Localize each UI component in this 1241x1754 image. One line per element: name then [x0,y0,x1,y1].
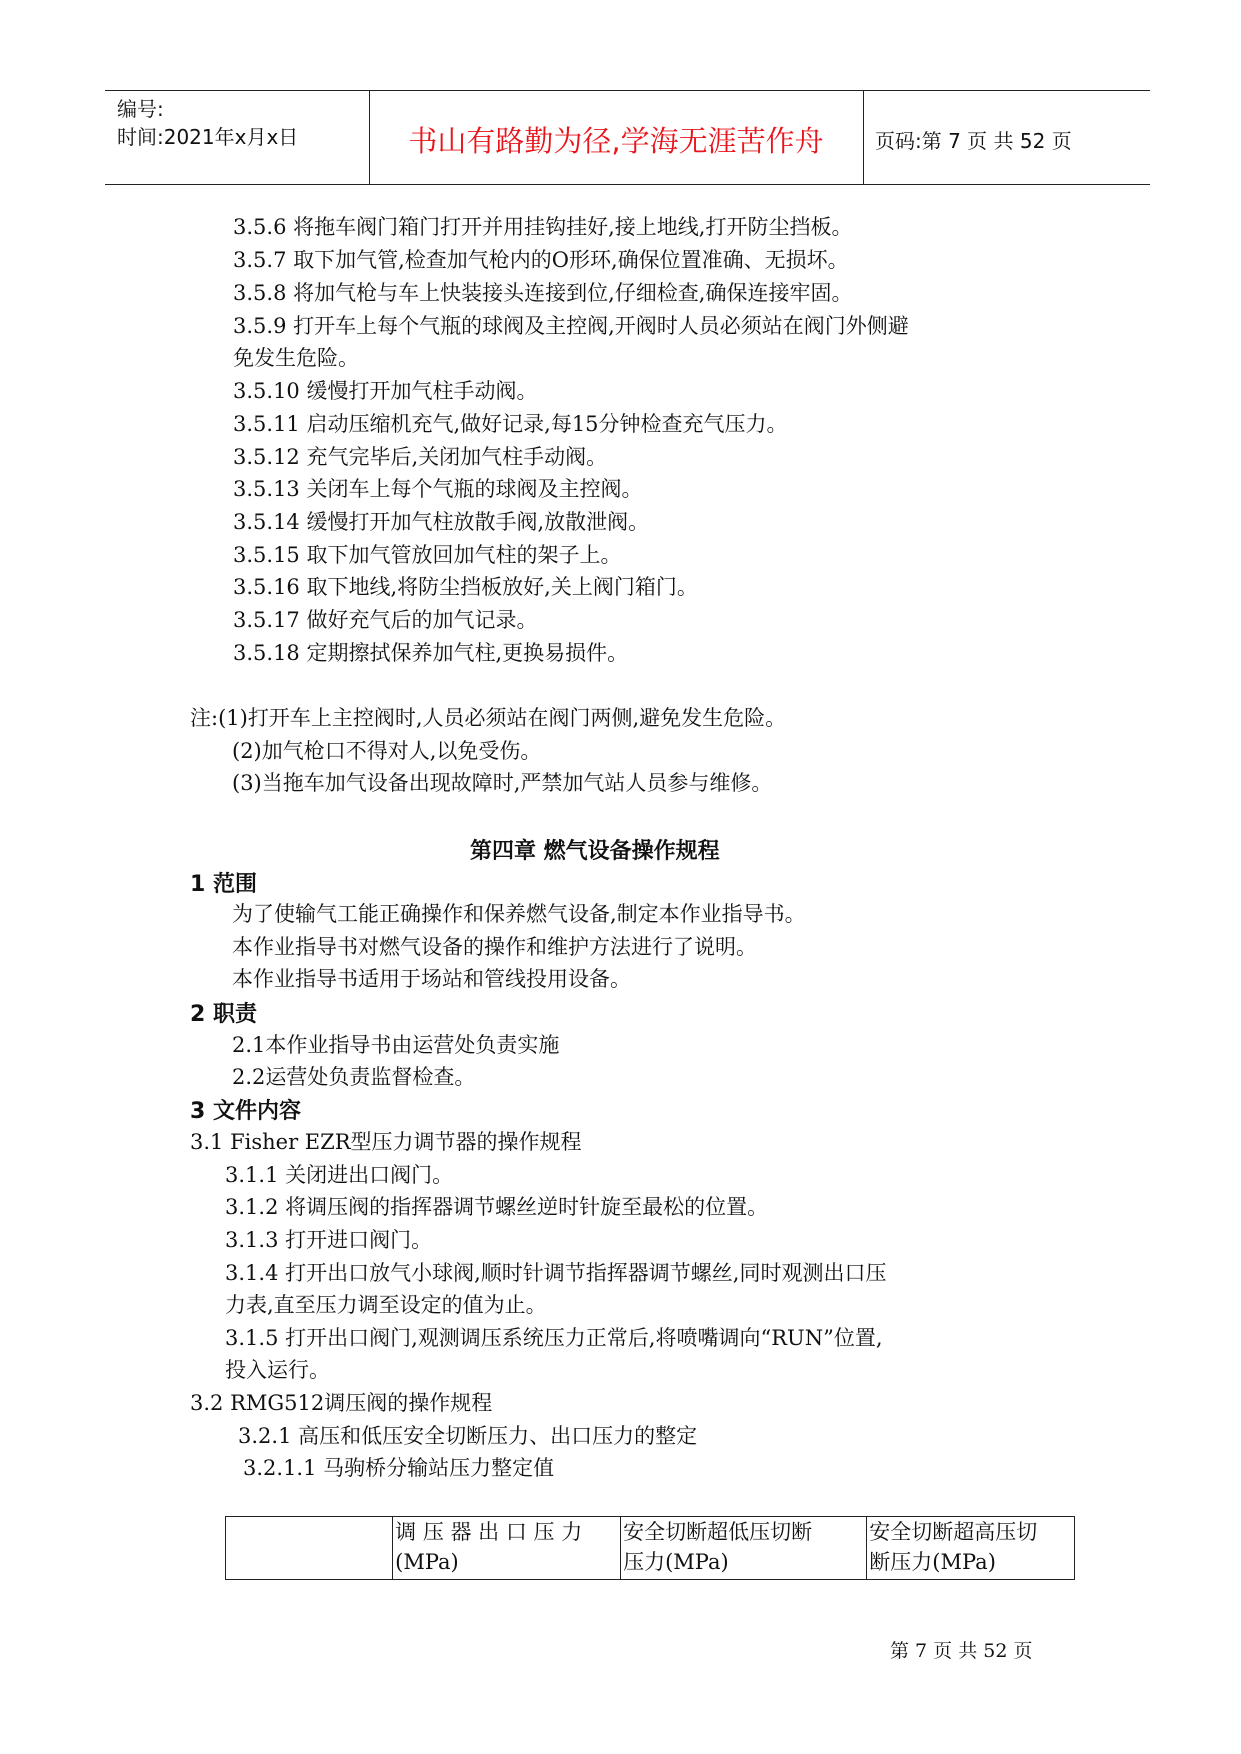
table-header-text: 压力(MPa) [623,1550,729,1574]
note-line: 注:(1)打开车上主控阀时,人员必须站在阀门两侧,避免发生危险。 [190,706,787,730]
step-line: 免发生危险。 [233,346,359,370]
header-page-cell [863,91,1150,184]
paragraph-line: 本作业指导书适用于场站和管线投用设备。 [232,967,631,991]
paragraph-line: 3.1.2 将调压阀的指挥器调节螺丝逆时针旋至最松的位置。 [225,1195,769,1219]
table-header-text: 断压力(MPa) [869,1550,996,1574]
table-header-cell [393,1517,621,1580]
paragraph-line: 3.1 Fisher EZR型压力调节器的操作规程 [190,1130,582,1154]
pressure-settings-table [225,1516,1075,1580]
table-cell-empty [226,1517,393,1580]
table-header-text: (MPa) [395,1550,459,1574]
paragraph-line: 本作业指导书对燃气设备的操作和维护方法进行了说明。 [232,935,757,959]
step-line: 3.5.6 将拖车阀门箱门打开并用挂钩挂好,接上地线,打开防尘挡板。 [233,215,853,239]
step-line: 3.5.17 做好充气后的加气记录。 [233,608,538,632]
document-time-label: 时间:2021年x月x日 [117,125,299,149]
paragraph-line: 投入运行。 [225,1358,330,1382]
step-line: 3.5.18 定期擦拭保养加气柱,更换易损件。 [233,641,629,665]
step-line: 3.5.8 将加气枪与车上快装接头连接到位,仔细检查,确保连接牢固。 [233,281,853,305]
paragraph-line: 3.1.4 打开出口放气小球阀,顺时针调节指挥器调节螺丝,同时观测出口压 [225,1261,887,1285]
paragraph-line: 3.1.5 打开出口阀门,观测调压系统压力正常后,将喷嘴调向“RUN”位置, [225,1326,883,1350]
page-header [105,90,1150,185]
table-header-text: 安全切断超低压切断 [623,1520,813,1544]
step-line: 3.5.10 缓慢打开加气柱手动阀。 [233,379,538,403]
paragraph-line: 3.2.1 高压和低压安全切断压力、出口压力的整定 [238,1424,698,1448]
table-header-cell [867,1517,1075,1580]
paragraph-line: 力表,直至压力调至设定的值为止。 [225,1293,547,1317]
step-line: 3.5.16 取下地线,将防尘挡板放好,关上阀门箱门。 [233,575,698,599]
step-line: 3.5.13 关闭车上每个气瓶的球阀及主控阀。 [233,477,643,501]
paragraph-line: 3.1.1 关闭进出口阀门。 [225,1163,454,1187]
chapter-title: 第四章 燃气设备操作规程 [470,839,720,864]
step-line: 3.5.14 缓慢打开加气柱放散手阀,放散泄阀。 [233,510,650,534]
header-motto: 书山有路勤为径,学海无涯苦作舟 [408,124,824,158]
step-line: 3.5.7 取下加气管,检查加气枪内的O形环,确保位置准确、无损坏。 [233,248,849,272]
table-header-cell [621,1517,867,1580]
paragraph-line: 2.2运营处负责监督检查。 [232,1065,476,1089]
paragraph-line: 3.1.3 打开进口阀门。 [225,1228,433,1252]
table-row [226,1517,1075,1580]
table-header-text: 调 压 器 出 口 压 力 [395,1520,583,1544]
table-header-text: 安全切断超高压切 [869,1520,1038,1544]
note-line: (3)当拖车加气设备出现故障时,严禁加气站人员参与维修。 [232,771,773,795]
paragraph-line: 3.2.1.1 马驹桥分输站压力整定值 [243,1456,555,1480]
header-page-label: 页码:第 7 页 共 52 页 [875,129,1072,153]
document-number-label: 编号: [117,97,164,121]
page-footer: 第 7 页 共 52 页 [890,1640,1033,1662]
section-heading: 1 范围 [190,872,257,897]
step-line: 3.5.11 启动压缩机充气,做好记录,每15分钟检查充气压力。 [233,412,788,436]
section-heading: 2 职责 [190,1002,257,1027]
section-heading: 3 文件内容 [190,1099,301,1124]
header-motto-cell [369,91,864,184]
paragraph-line: 2.1本作业指导书由运营处负责实施 [232,1033,560,1057]
step-line: 3.5.15 取下加气管放回加气柱的架子上。 [233,543,622,567]
paragraph-line: 为了使输气工能正确操作和保养燃气设备,制定本作业指导书。 [232,902,806,926]
note-line: (2)加气枪口不得对人,以免受伤。 [232,739,542,763]
step-line: 3.5.12 充气完毕后,关闭加气柱手动阀。 [233,445,608,469]
step-line: 3.5.9 打开车上每个气瓶的球阀及主控阀,开阀时人员必须站在阀门外侧避 [233,314,909,338]
paragraph-line: 3.2 RMG512调压阀的操作规程 [190,1391,493,1415]
header-info-cell [105,91,370,184]
